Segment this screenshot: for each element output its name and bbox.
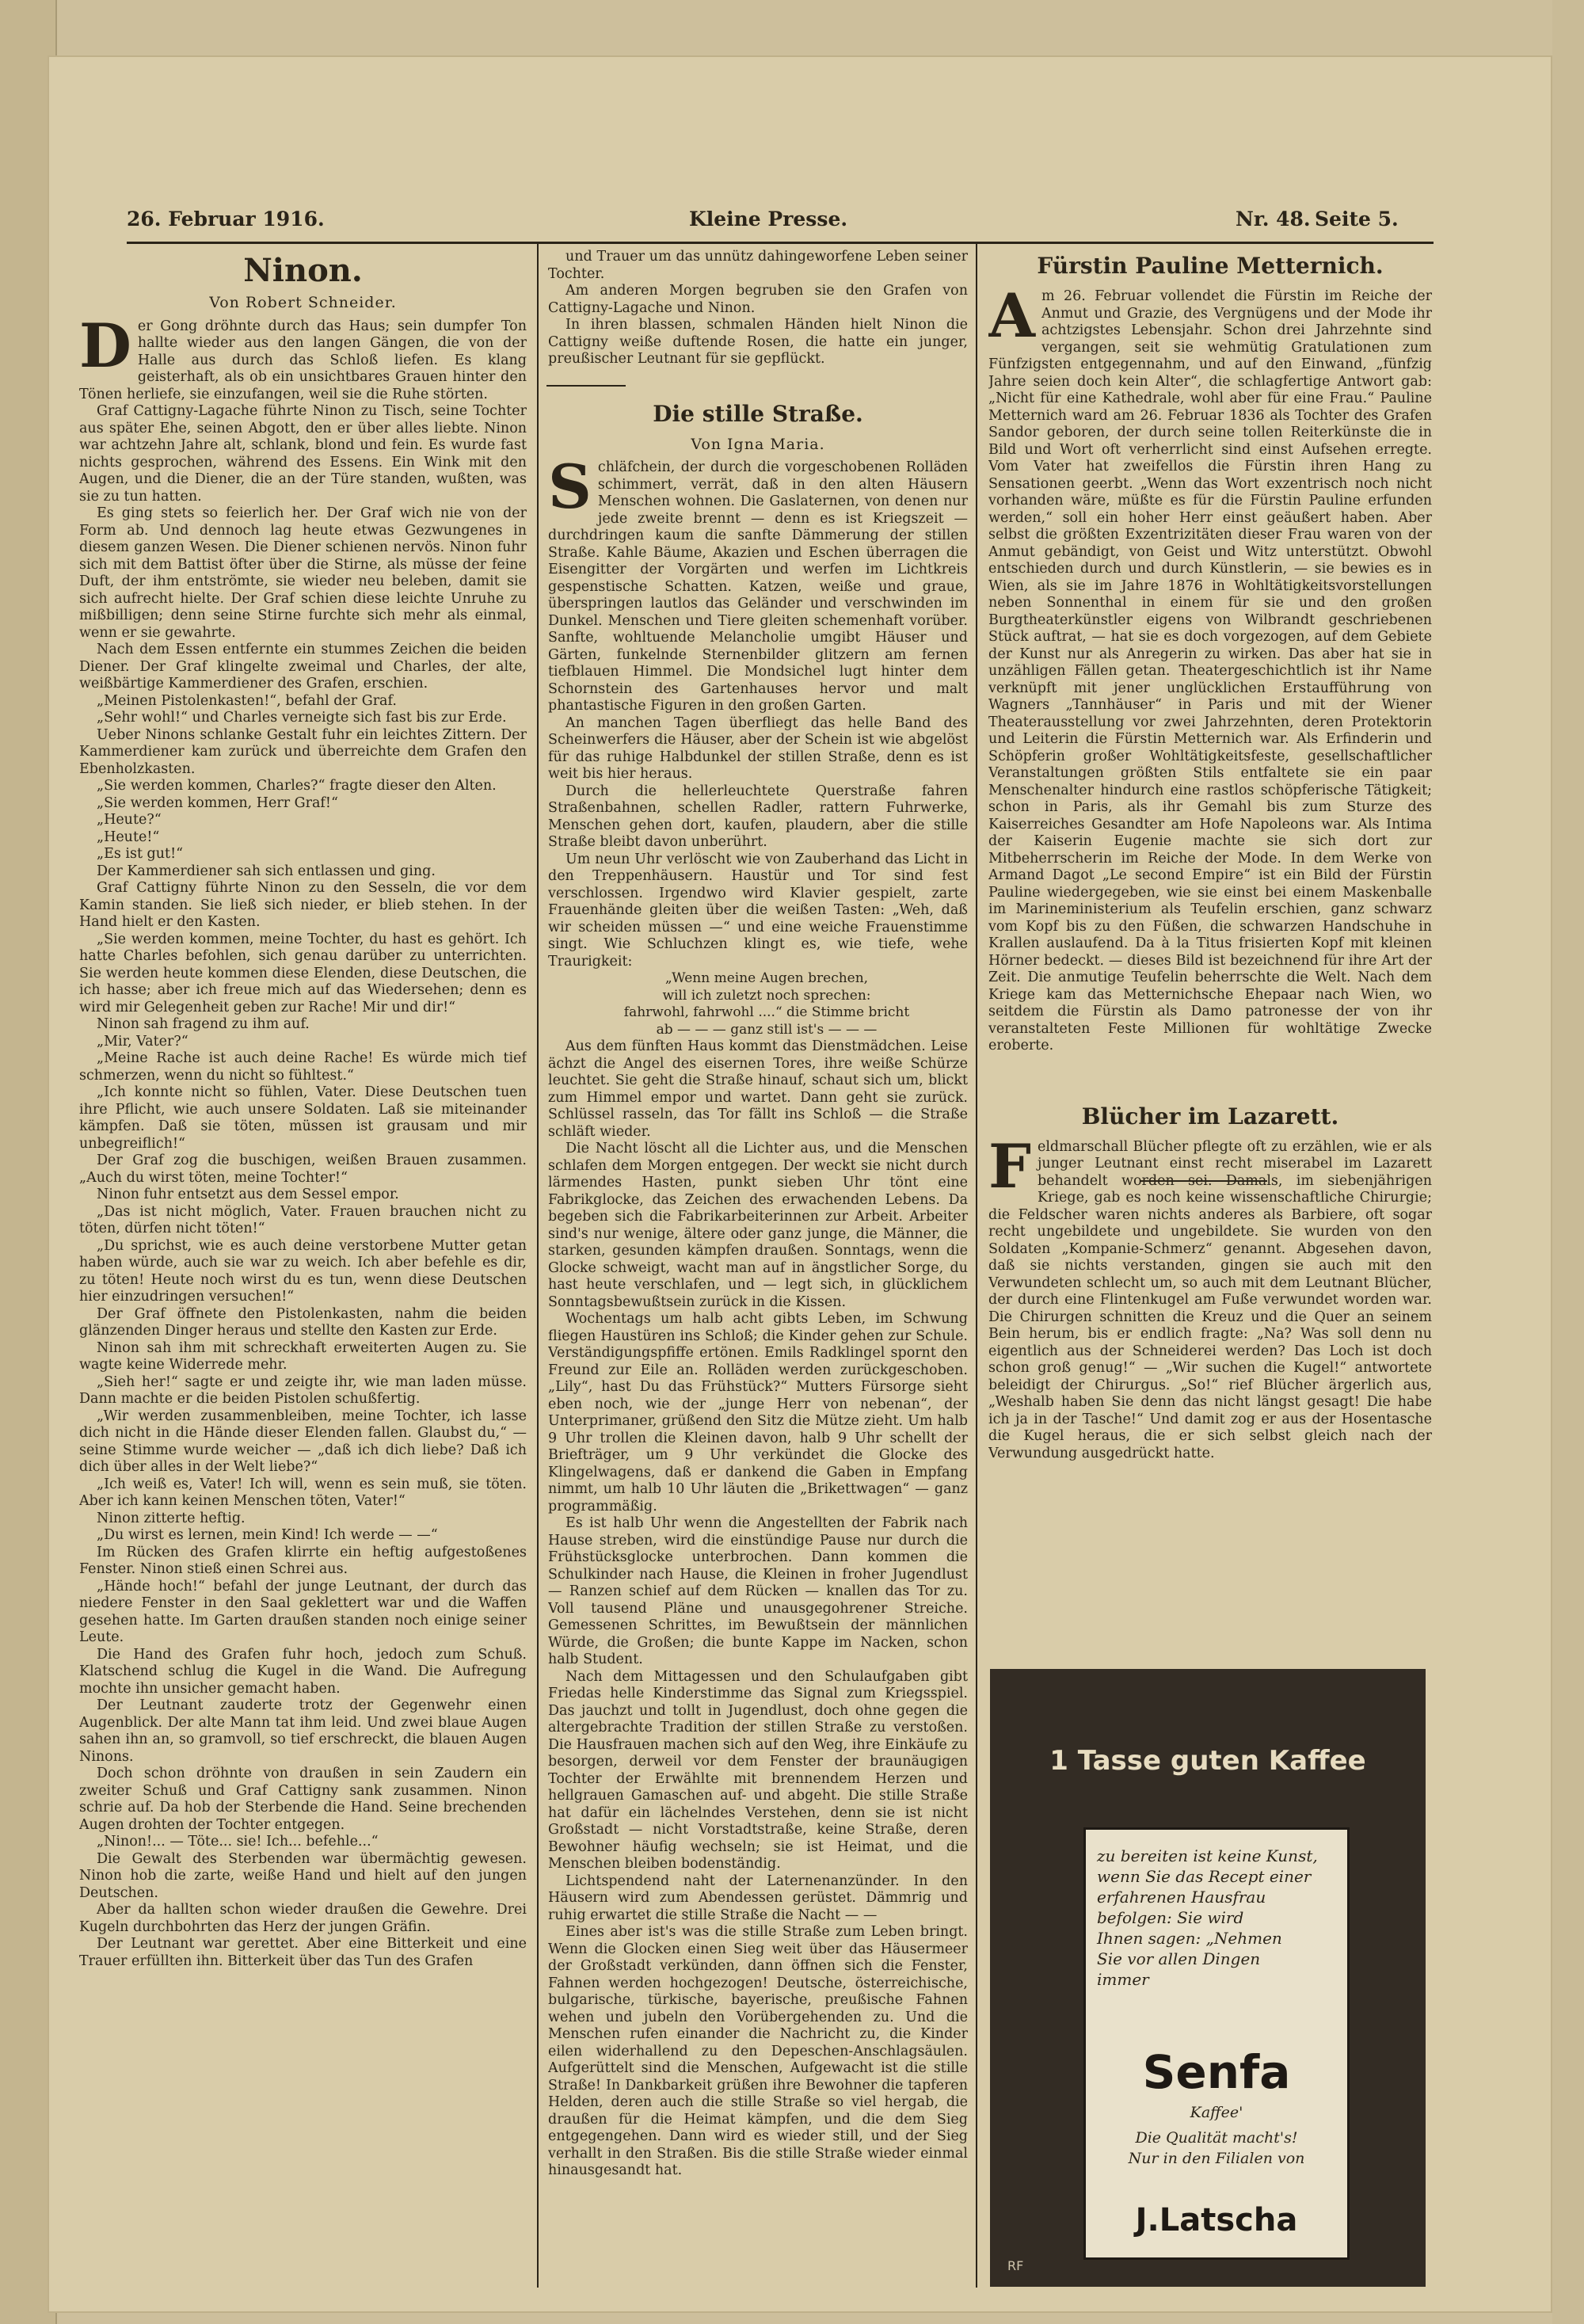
header-rule — [127, 242, 1434, 244]
article-paragraph: Am anderen Morgen begruben sie den Grafen von Cattigny-Lagache und Ninon. — [548, 283, 968, 316]
article-paragraph: „Du wirst es lernen, mein Kind! Ich werde — —“ — [97, 1527, 438, 1543]
article-paragraph: Eines aber ist's was die stille Straße zum Leben bringt. Wenn die Glocken einen Sieg weit über das Häusermeer der Großstadt verkünden, dann öffnen sich die Fenster, Fahnen werden hochgezogen! Deutsche, österreichische, bulgarische, türkische, bayerische, preußische Fahnen wehen und jubeln den Vorübergehenden zu. Und die Menschen rufen einander die Nachricht zu, die Kinder eilen widerhallend zu den Depeschen-Anschlagsäulen. Aufgerüttelt sind die Menschen, Aufgewacht ist die stille Straße! In Dankbarkeit grüßen ihre Bewohner die tapferen Helden, deren auch die stille Straße so viel hergab, die draußen für die Heimat kämpfen, und die dem Sieg entgegengehen. Dann wird es wieder still, und der Sieg verhallt in den Straßen. Bis die stille Straße wieder einmal hinausgesandt hat. — [548, 1924, 968, 2178]
article-paragraph: „Ich weiß es, Vater! Ich will, wenn es sein muß, sie töten. Aber ich kann keinen Menschen töten, Vater!“ — [79, 1476, 527, 1509]
header-paper-name: Kleine Presse. — [689, 208, 848, 230]
ad-signature: RF — [1007, 2258, 1024, 2273]
article-paragraph: Der Graf öffnete den Pistolenkasten, nahm die beiden glänzenden Dinger heraus und stellte den Kasten zur Erde. — [79, 1305, 527, 1339]
article-paragraph: Die Nacht löscht all die Lichter aus, und die Menschen schlafen dem Morgen entgegen. Der weckt sie nicht durch lärmendes Hasten, punkt sieben Uhr tönt eine Fabrikglocke, das Zeichen des erwachenden Lebens. Da begeben sich die Fabrikarbeiterinnen zur Arbeit. Arbeiter sind's nur wenige, ältere oder ganz junge, die Männer, die starken, gesunden kämpfen draußen. Sonntags, wenn die Glocke schweigt, wacht man auf in ängstlicher Sorge, du hast heute verschlafen, und — legt sich, in glücklichem Sonntagsbewußtsein zurück in die Kissen. — [548, 1141, 968, 1310]
article-paragraph: Ninon sah fragend zu ihm auf. — [97, 1016, 310, 1032]
song-verse-line: will ich zuletzt noch sprechen: — [662, 987, 871, 1004]
article-metternich — [988, 249, 1432, 1643]
ad-brand: Senfa — [1142, 2045, 1291, 2099]
ad-copy-line: wenn Sie das Recept einer erfahrenen Hausfrau befolgen: Sie wird — [1097, 1867, 1312, 1927]
article-paragraph: Ueber Ninons schlanke Gestalt fuhr ein leichtes Zittern. Der Kammerdiener kam zurück und überreichte dem Grafen den Ebenholzkasten. — [79, 726, 527, 777]
article-paragraph: Der Leutnant war gerettet. Aber eine Bitterkeit und eine Trauer erfüllten ihn. Bitterkeit über das Tun des Grafen — [79, 1936, 527, 1969]
ad-tagline: Nur in den Filialen von — [1128, 2150, 1305, 2167]
article-continuation — [548, 249, 968, 368]
article-paragraph: Graf Cattigny-Lagache führte Ninon zu Tisch, seine Tochter aus später Ehe, seinen Abgott, den er über alles liebte. Ninon war achtzehn Jahre alt, schlank, blond und fein. Es wurde fast nichts gesprochen, während des Essens. Ein Wink mit den Augen, und die Diener, die an der Türe standen, wußten, was sie zu tun hatten. — [79, 403, 527, 505]
article-paragraph: „Ich konnte nicht so fühlen, Vater. Diese Deutschen tuen ihre Pflicht, wie auch unsere Soldaten. Laß sie miteinander kämpfen. Daß sie töten, müssen ist grausam und mir unbegreiflich!“ — [79, 1084, 527, 1152]
coffee-advertisement — [990, 1669, 1426, 2287]
article-paragraph: Die Gewalt des Sterbenden war übermächtig gewesen. Ninon hob die zarte, weiße Hand und hielt auf den jungen Deutschen. — [79, 1850, 527, 1901]
article-paragraph: Die Hand des Grafen fuhr hoch, jedoch zum Schuß. Klatschend schlug die Kugel in die Wand. Die Aufregung mochte ihn unsicher gemacht haben. — [79, 1646, 527, 1697]
drop-cap: A — [988, 280, 1035, 351]
ad-copy-line: immer — [1097, 1970, 1149, 1989]
article-paragraph: Aber da hallten schon wieder draußen die Gewehre. Drei Kugeln durchbohrten das Herz der jungen Gräfin. — [79, 1902, 527, 1935]
article-paragraph: Feldmarschall Blücher pflegte oft zu erzählen, wie er als junger Leutnant einst recht miserabel im Lazarett behandelt worden sei. Damals, im siebenjährigen Kriege, gab es noch keine wissenschaftliche Chirurgie; die Feldscher waren nichts anderes als Barbiere, oft sogar recht ungebildete und ungebildete. Sie wurden von den Soldaten „Kompanie-Schmerz“ genannt. Abgesehen davon, daß sie nichts verstanden, gingen sie auch mit den Verwundeten schlecht um, so auch mit dem Leutnant Blücher, der durch eine Flintenkugel am Fuße verwundet worden war. Die Chirurgen schnitten die Kreuz und die Quer an seinem Bein herum, bis er endlich fragte: „Na? Was soll denn nu eigentlich aus der Schneiderei werden? Das Loch ist doch schon groß genug!“ — „Wir suchen die Kugel!“ antwortete beleidigt der Chirurgus. „So!“ rief Blücher ärgerlich aus, „Weshalb haben Sie denn das nicht längst gesagt! Die habe ich ja in der Tasche!“ Und damit zog er aus der Hosentasche die Kugel heraus, die er sich selbst gleich nach der Verwundung ausgedrückt hatte. — [988, 1130, 1432, 1461]
article-paragraph: „Sie werden kommen, Charles?“ fragte dieser den Alten. — [97, 778, 497, 794]
article-paragraph: „Mir, Vater?“ — [97, 1033, 188, 1050]
ad-card — [1083, 1827, 1350, 2260]
article-paragraph: Der Graf zog die buschigen, weißen Brauen zusammen. „Auch du wirst töten, meine Tochter!“ — [79, 1152, 527, 1186]
article-paragraph: „Es ist gut!“ — [97, 846, 184, 862]
article-title: Die stille Straße. — [653, 400, 863, 427]
article-paragraph: Aus dem fünften Haus kommt das Dienstmädchen. Leise ächzt die Angel des eisernen Tores, ihre weiße Schürze leuchtet. Sie geht die Straße hinauf, schaut sich um, blickt zum Himmel empor und wartet. Dann geht sie zurück. Schlüssel rasseln, das Tor fällt ins Schloß — die Straße schläft wieder. — [548, 1038, 968, 1140]
article-body — [548, 451, 968, 2180]
article-paragraph: Im Rücken des Grafen klirrte ein heftig aufgestoßenes Fenster. Ninon stieß einen Schrei aus. — [79, 1544, 527, 1577]
article-paragraph: „Sie werden kommen, Herr Graf!“ — [97, 794, 338, 811]
ad-copy — [1097, 1846, 1335, 1990]
article-paragraph: Am 26. Februar vollendet die Fürstin im Reiche der Anmut und Grazie, des Vergnügens und der Mode ihr achtzigstes Lebensjahr. Schon drei Jahrzehnte sind vergangen, seit sie wehmütig Gratulationen zum Fünfzigsten entgegennahm, und auf den Einwand, „fünfzig Jahre seien doch kein Alter“, die schlagfertige Antwort gab: „Nicht für eine Kathedrale, wohl aber für eine Frau.“ Pauline Metternich ward am 26. Februar 1836 als Tochter des Grafen Sandor geboren, der durch seine tollen Reiterkünste die in Bild und Wort oft verherrlicht sind einst Aufsehen erregte. Vom Vater hat zweifellos die Fürstin ihren Hang zu Sensationen geerbt. „Wenn das Wort exzentrisch noch nicht vorhanden wäre, müßte es für die Fürstin Pauline erfunden werden,“ soll ein hoher Herr einst geäußert haben. Aber selbst die größten Exzentrizitäten dieser Frau waren von der Anmut gebändigt, von Geist und Witz unterstützt. Obwohl entschieden durch und durch Künstlerin, — sie bewies es in Wien, als sie im Jahre 1876 in Wohltätigkeitsvorstellungen neben Sonnenthal in einem für sie und den großen Burgtheaterkünstler eigens von Wilbrandt geschriebenen Stück auftrat, — hat sie es doch vorgezogen, auf dem Gebiete der Kunst nur als Anregerin zu wirken. Das aber hat sie in unzähligen Fällen getan. Theatergeschichtlich ist ihr Name verknüpft mit jener unglücklichen Erstaufführung von Wagners „Tannhäuser“ in Paris und mit der Wiener Theaterausstellung vor zwei Jahrzehnten, deren Protektorin und Leiterin die Fürstin Metternich war. Als Erfinderin und Schöpferin großer Wohltätigkeitsfeste, gesellschaftlicher Veranstaltungen größten Stils entfaltete sie ein paar Menschenalter hindurch eine rastlos schöpferische Tätigkeit; schon in Paris, als ihr Gemahl bis zum Sturze des Kaiserreiches Gesandter am Hofe Napoleons war. Als Intima der Kaiserin Eugenie machte sie sich dort zur Mitbeherrscherin im Reiche der Mode. In dem Werke von Armand Dagot „Le second Empire“ ist ein Bild der Fürstin Pauline wiedergegeben, wie sie einst bei einem Maskenballe im Marineministerium als Teufelin erschien, ganz schwarz vom Kopf bis zu den Füßen, die schwarzen Handschuhe in Krallen auslaufend. Da à la Titus frisierten Kopf mit kleinen Hörner bedeckt. — dieses Bild ist bezeichnend für ihre Art der Zeit. Die anmutige Teufelin beherrschte die Welt. Nach dem Kriege kam das Metternichsche Ehepaar nach Wien, wo seitdem die Fürstin als Damo patronesse der von ihr veranstalteten Feste Millionen für wohltätige Zwecke eroberte. — [988, 280, 1432, 1053]
article-paragraph: „Meine Rache ist auch deine Rache! Es würde mich tief schmerzen, wenn du nicht so fühltest.“ — [79, 1050, 527, 1084]
article-paragraph: Ninon zitterte heftig. — [97, 1510, 246, 1526]
article-paragraph: Durch die hellerleuchtete Querstraße fahren Straßenbahnen, schellen Radler, rattern Fuhrwerke, Menschen gehen dort, kaufen, plaudern, aber die stille Straße bleibt davon unberührt. — [548, 783, 968, 850]
ad-headline: 1 Tasse guten Kaffee — [1049, 1745, 1366, 1777]
article-paragraph: Lichtspendend naht der Laternenanzünder. In den Häusern wird zum Abendessen gerüstet. Dämmrig und ruhig erwartet die stille Straße die Nacht — — — [548, 1873, 968, 1923]
ad-copy-line: zu bereiten ist keine Kunst, — [1097, 1846, 1318, 1865]
header-date: 26. Februar 1916. — [127, 208, 325, 230]
article-paragraph: „Meinen Pistolenkasten!“, befahl der Graf. — [97, 692, 397, 709]
ad-maker: J.Latscha — [1135, 2202, 1298, 2238]
article-title: Fürstin Pauline Metternich. — [1037, 253, 1384, 279]
article-paragraph: „Sie werden kommen, meine Tochter, du hast es gehört. Ich hatte Charles befohlen, sich genau darüber zu unterrichten. Sie werden heute kommen diese Elenden, diese Deutschen, die ich hasse; aber ich freue mich auf das Wiedersehen; denn es wird mir Gelegenheit geben zur Rache! Mir und dir!“ — [79, 931, 527, 1015]
article-paragraph: Es ist halb Uhr wenn die Angestellten der Fabrik nach Hause streben, wird die einstündige Pause nur durch die Frühstücksglocke unterbrochen. Dann kommen die Schulkinder nach Hause, die Kleinen in froher Jugendlust — Ranzen schief auf dem Rücken — knallen das Tor zu. Voll tausend Pläne und unausgegohrener Streiche. Gemessenen Schrittes, im Bewußtsein der männlichen Würde, die Großen; die bunte Kappe im Nacken, schon halb Student. — [548, 1515, 968, 1667]
ad-tagline: Die Qualität macht's! — [1135, 2129, 1298, 2147]
article-title: Blücher im Lazarett. — [1081, 1103, 1339, 1130]
song-verse-line: „Wenn meine Augen brechen, — [664, 970, 869, 986]
article-paragraph: Graf Cattigny führte Ninon zu den Sesseln, die vor dem Kamin standen. Sie ließ sich nieder, er blieb stehen. In der Hand hielt er den Kasten. — [79, 880, 527, 930]
header-page: Seite 5. — [1315, 208, 1399, 230]
article-paragraph: Ninon fuhr entsetzt aus dem Sessel empor. — [97, 1187, 399, 1202]
header-issue: Nr. 48. — [1236, 208, 1311, 230]
article-paragraph: Es ging stets so feierlich her. Der Graf wich nie von der Form ab. Und dennoch lag heute etwas Gezwungenes in diesem ganzen Wesen. Die Diener schienen nervös. Ninon fuhr sich mit dem Battist öfter über die Stirne, als müsse der feine Duft, der ihm entströmte, sie wieder neu beleben, damit sie sich aufrecht hielte. Der Graf schien diese leichte Unruhe zu mißbilligen; denn seine Stirne furchte sich mehr als einmal, wenn er sie gewahrte. — [79, 505, 527, 641]
ad-brand-sub: Kaffee' — [1190, 2104, 1243, 2121]
column-rule-1 — [537, 244, 539, 2288]
article-paragraph: An manchen Tagen überfliegt das helle Band des Scheinwerfers die Häuser, aber der Schein ist wie abgelöst für das ruhige Halbdunkel der stillen Straße, denn es ist weit bis hier heraus. — [548, 714, 968, 782]
ad-copy-line: Ihnen sagen: „Nehmen — [1097, 1929, 1282, 1948]
article-paragraph: „Das ist nicht möglich, Vater. Frauen brauchen nicht zu töten, dürfen nicht töten!“ — [79, 1203, 527, 1236]
article-paragraph: Wochentags um halb acht gibts Leben, im Schwung fliegen Haustüren ins Schloß; die Kinder gehen zur Schule. Verständigungspfiffe ertönen. Emils Radklingel spornt den Freund zur Eile an. Rolläden werden zurückgeschoben. „Lily“, hast Du das Frühstück?“ Mutters Fürsorge sieht eben noch, wie der „junge Herr von nebenan“, der Unterprimaner, grüßend den Sitz die Mütze zieht. Um halb 9 Uhr trollen die Kleinen davon, halb 9 Uhr schellt der Briefträger, um 9 Uhr verkündet die Glocke des Klingelwagens, daß er dankend die Gaben in Empfang nimmt, um halb 10 Uhr läuten die „Brikettwagen“ — ganz programmäßig. — [548, 1311, 968, 1514]
song-verse-line: fahrwohl, fahrwohl ....“ die Stimme bricht — [623, 1004, 910, 1020]
article-paragraph: Der Leutnant zauderte trotz der Gegenwehr einen Augenblick. Der alte Mann tat ihm leid. Und zwei blaue Augen sahen ihn an, so gramvoll, so tief erschreckt, die blauen Augen Ninons. — [79, 1697, 527, 1765]
article-paragraph: „Hände hoch!“ befahl der junge Leutnant, der durch das niedere Fenster in den Saal geklettert war und die Waffen gesehen hatte. Im Garten draußen standen noch einige seiner Leute. — [79, 1578, 527, 1645]
article-paragraph: „Ninon!... — Töte... sie! Ich... befehle...“ — [97, 1834, 379, 1850]
article-byline: Von Robert Schneider. — [209, 294, 397, 311]
drop-cap: D — [79, 310, 131, 381]
article-paragraph: Ninon sah ihm mit schreckhaft erweiterten Augen zu. Sie wagte keine Widerrede mehr. — [79, 1339, 527, 1373]
drop-cap: S — [548, 451, 592, 522]
article-paragraph: Schläfchein, der durch die vorgeschobenen Rolläden schimmert, verrät, daß in den alten Häusern Menschen wohnen. Die Gaslaternen, von denen nur jede zweite brennt — denn es ist Kriegszeit — durchdringen kaum die sanfte Dämmerung der stillen Straße. Kahle Bäume, Akazien und Eschen überragen die Eisengitter der Vorgärten und werfen im Lichtkreis gespenstische Schatten. Katzen, weiße und graue, überspringen lautlos das Geländer und verschwinden im Dunkel. Menschen und Tiere gleiten schemenhaft vorüber. Sanfte, wohltuende Melancholie umgibt Häuser und Gärten, funkelnde Sternenbilder glitzern am fernen tiefblauen Himmel. Die Mondsichel lugt hinter dem Schornstein des Gartenhauses hervor und malt phantastische Figuren in den großen Garten. — [548, 451, 968, 714]
drop-cap: F — [988, 1130, 1031, 1202]
article-paragraph: Um neun Uhr verlöscht wie von Zauberhand das Licht in den Treppenhäusern. Haustür und Tor sind fest verschlossen. Irgendwo wird Klavier gespielt, zarte Frauenhände gleiten über die weißen Tasten: „Weh, daß wir scheiden müssen —“ und eine weiche Frauenstimme singt. Wie Schluchzen klingt es, wie tiefe, wehe Traurigkeit: — [548, 851, 968, 970]
article-paragraph: und Trauer um das unnütz dahingeworfene Leben seiner Tochter. — [548, 249, 968, 282]
article-paragraph: Der Gong dröhnte durch das Haus; sein dumpfer Ton hallte wieder aus den langen Gängen, die von der Halle aus durch das Schloß liefen. Es klang geisterhaft, als ob ein unsichtbares Grauen hinter den Tönen herliefe, sie einzufangen, weil sie die Ruhe störten. — [79, 310, 527, 402]
article-paragraph: „Heute?“ — [97, 812, 162, 828]
article-paragraph: Nach dem Essen entfernte ein stummes Zeichen die beiden Diener. Der Graf klingelte zweimal und Charles, der alte, weißbärtige Kammerdiener des Grafen, erschien. — [79, 642, 527, 691]
article-paragraph: In ihren blassen, schmalen Händen hielt Ninon die Cattigny weiße duftende Rosen, die hatte ein junger, preußischer Leutnant für sie gepflückt. — [548, 317, 968, 367]
page-header — [127, 208, 1410, 239]
article-ninon — [79, 249, 527, 2292]
article-paragraph: „Heute!“ — [97, 829, 160, 845]
article-paragraph: Der Kammerdiener sah sich entlassen und ging. — [97, 863, 436, 879]
article-paragraph: Nach dem Mittagessen und den Schulaufgaben gibt Friedas helle Kinderstimme das Signal zum Kriegsspiel. Das jauchzt und tollt in Jugendlust, doch ohne gegen die altergebrachte Tradition der stillen Straße zu verstoßen. Die Hausfrauen machen sich auf den Weg, ihre Einkäufe zu besorgen, derweil vor dem Fenster der braunäugigen Tochter der Erwählte mit brennendem Herzen und hellgrauen Gamaschen auf- und abgeht. Die stille Straße hat dafür ein lächelndes Verstehen, denn sie ist nicht Großstadt — nicht Vorstadtstraße, keine Straße, deren Bewohner häufig wechseln; sie ist Heimat, und die Menschen bleiben bodenständig. — [548, 1668, 968, 1872]
article-paragraph: „Sieh her!“ sagte er und zeigte ihr, wie man laden müsse. Dann machte er die beiden Pistolen schußfertig. — [79, 1373, 527, 1407]
article-title: Ninon. — [243, 252, 363, 289]
ad-copy-line: Sie vor allen Dingen — [1097, 1949, 1261, 1968]
article-byline: Von Igna Maria. — [691, 435, 825, 453]
song-verse-line: ab — — — ganz still ist's — — — — [656, 1021, 878, 1038]
article-paragraph: „Wir werden zusammenbleiben, meine Tochter, ich lasse dich nicht in die Hände dieser Elenden fallen. Glaubst du,“ — seine Stimme wurde weicher — „daß ich dich liebe? Daß ich dich über alles in der Welt liebe?“ — [79, 1408, 527, 1475]
article-paragraph: „Sehr wohl!“ und Charles verneigte sich fast bis zur Erde. — [97, 710, 507, 726]
column-rule-2 — [976, 244, 977, 2288]
page-edge-right — [1552, 0, 1584, 2324]
article-paragraph: Doch schon dröhnte von draußen in sein Zaudern ein zweiter Schuß und Graf Cattigny sank zusammen. Ninon schrie auf. Da hob der Sterbende die Hand. Seine brechenden Augen drohten der Tochter entgegen. — [79, 1766, 527, 1833]
article-paragraph: „Du sprichst, wie es auch deine verstorbene Mutter getan haben würde, auch sie war zu weich. Ich aber befehle es dir, zu töten! Heute noch wirst du es tun, wenn diese Deutschen hier einzudringen versuchen!“ — [79, 1237, 527, 1305]
article-stille-strasse — [548, 249, 968, 2292]
article-body — [79, 310, 527, 1971]
